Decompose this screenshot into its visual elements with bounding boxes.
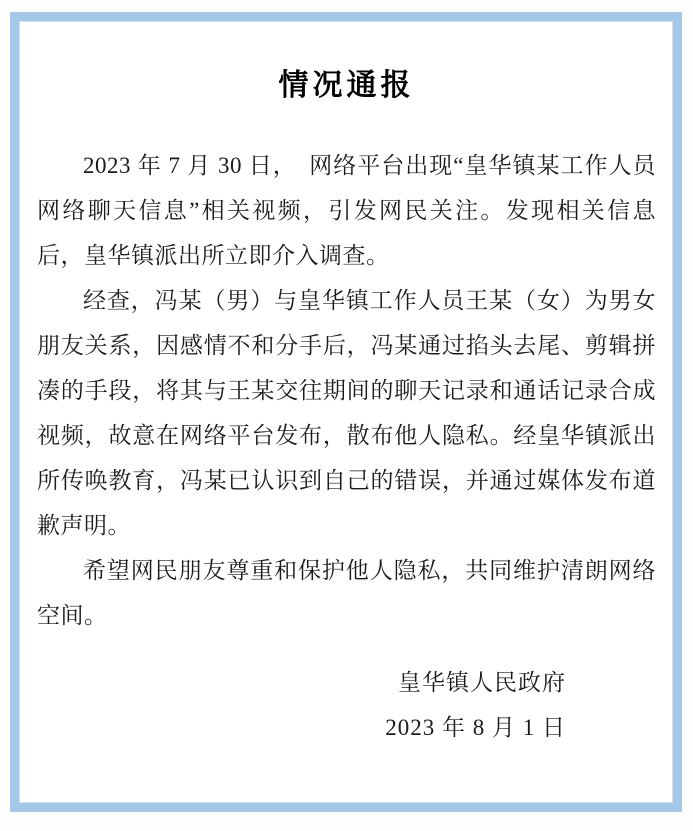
notice-card [10,12,682,812]
issuer-name: 皇华镇人民政府 [398,670,566,695]
notice-signoff [37,660,656,750]
notice-title: 情况通报 [278,69,415,102]
notice-paragraph-investigation: 经查，冯某（男）与皇华镇工作人员王某（女）为男女朋友关系，因感情不和分手后，冯某通过掐头去尾、剪辑拼凑的手段，将其与王某交往期间的聊天记录和通话记录合成视频，故意在网络平台发布，散布他人隐私。经皇华镇派出所传唤教育，冯某已认识到自己的错误，并通过媒体发布道歉声明。 [37,288,656,538]
notice-body [19,21,673,803]
notice-paragraph-appeal: 希望网民朋友尊重和保护他人隐私，共同维护清朗网络空间。 [37,558,656,628]
issue-date: 2023 年 8 月 1 日 [385,715,566,740]
notice-paragraph-incident: 2023 年 7 月 30 日， 网络平台出现“皇华镇某工作人员网络聊天信息”相关视频，引发网民关注。发现相关信息后，皇华镇派出所立即介入调查。 [37,153,656,268]
